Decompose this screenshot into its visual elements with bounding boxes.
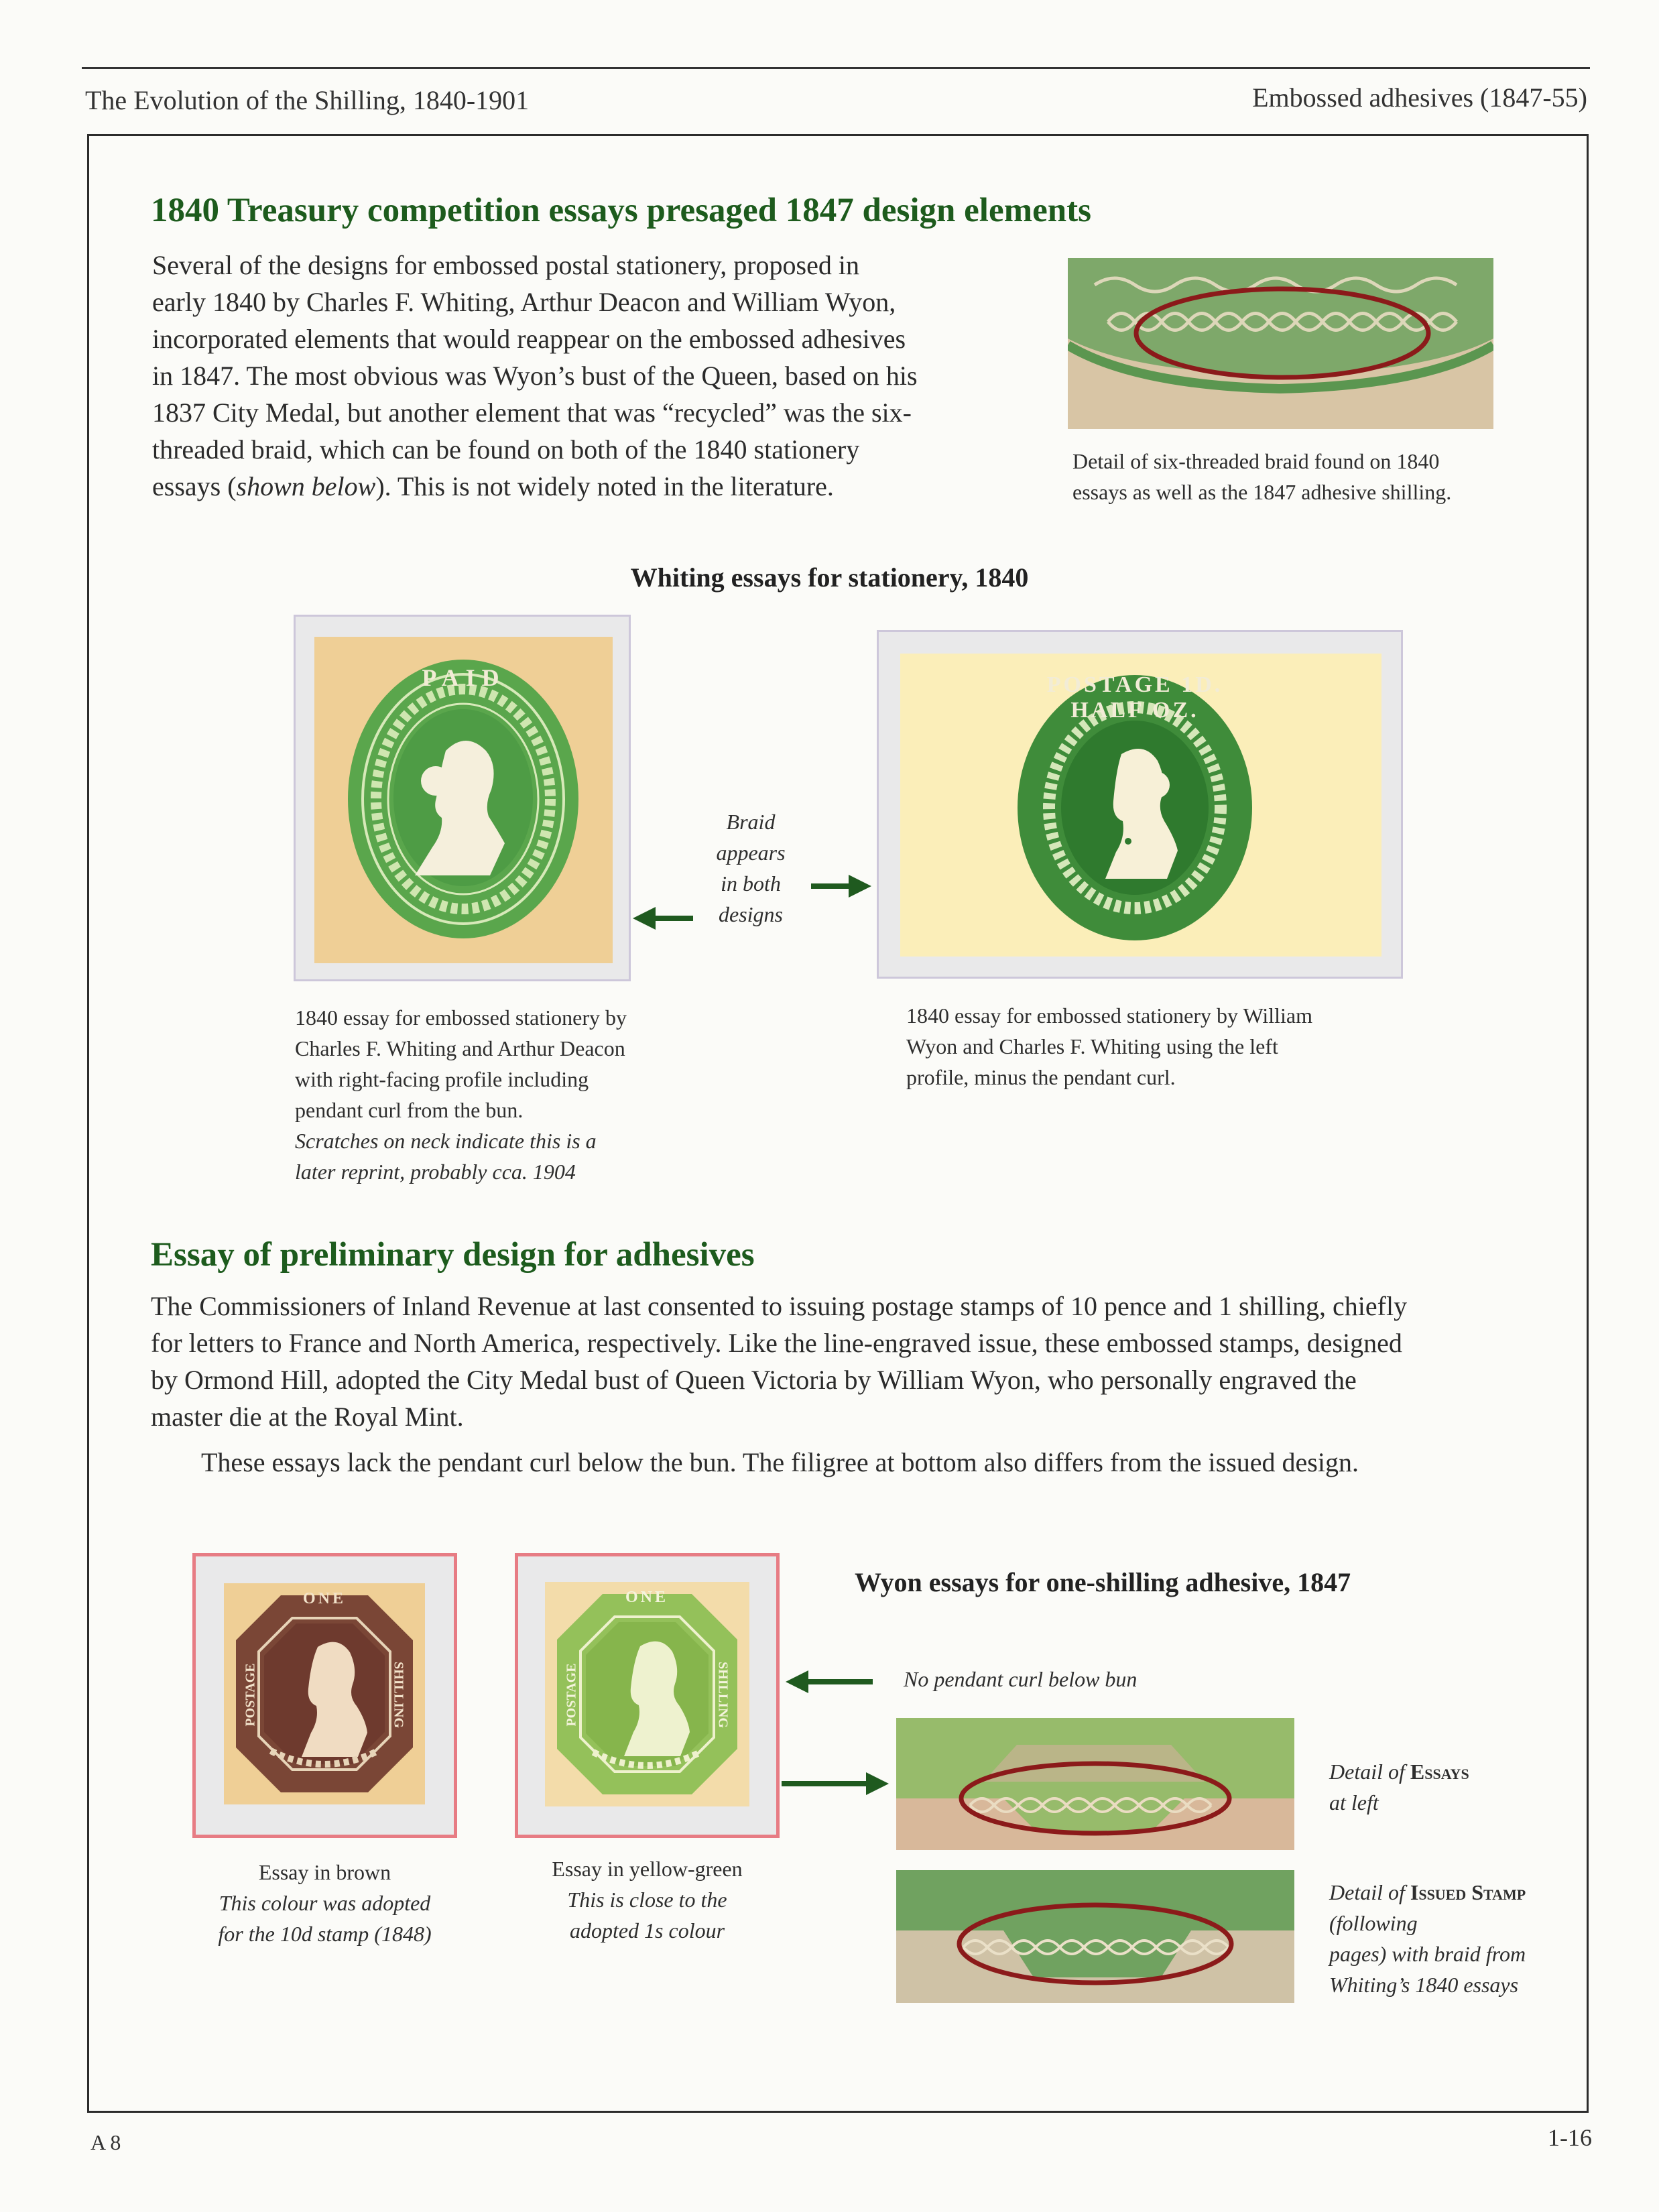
para-line: Several of the designs for embossed postal stationery, proposed in	[152, 250, 859, 280]
para-line: early 1840 by Charles F. Whiting, Arthur Deacon and William Wyon,	[152, 287, 896, 317]
arrow-left	[653, 916, 693, 921]
brown-shilling-text: SHILLING	[391, 1662, 406, 1728]
whiting-essay-left-paper	[314, 637, 613, 963]
braid-detail-caption: Detail of six-threaded braid found on 1840 essays as well as the 1847 adhesive shilling.	[1072, 449, 1452, 504]
para-line: essays (shown below). This is not widely noted in the literature.	[152, 471, 834, 501]
paid-text: PAID	[422, 664, 506, 691]
no-curl-arrow	[806, 1679, 873, 1684]
whiting-essay-left-mount	[294, 615, 631, 981]
green-essay-caption: Essay in yellow-green This is close to the adopted 1s colour	[552, 1857, 743, 1943]
green-one-text: ONE	[625, 1589, 668, 1606]
green-essay-paper	[545, 1582, 749, 1806]
whiting-right-caption: 1840 essay for embossed stationery by William Wyon and Charles F. Whiting using the left profile, minus the pendant curl.	[906, 1003, 1313, 1089]
header-rule	[82, 67, 1590, 69]
issued-detail-svg	[896, 1870, 1294, 2003]
no-curl-note: No pendant curl below bun	[904, 1667, 1138, 1691]
para-line: incorporated elements that would reappear on the embossed adhesives	[152, 324, 906, 354]
essay-detail-image	[896, 1718, 1294, 1850]
para-line: threaded braid, which can be found on both of the 1840 stationery	[152, 434, 860, 465]
arrow-right	[811, 883, 851, 889]
green-essay-mount	[515, 1553, 780, 1838]
page-number: 1-16	[1548, 2124, 1592, 2151]
section2-paragraph2: These essays lack the pendant curl below the bun. The filigree at bottom also differs from the issued design.	[201, 1447, 1359, 1477]
para-line: in 1847. The most obvious was Wyon’s bust of the Queen, based on his	[152, 361, 918, 391]
section1-heading: 1840 Treasury competition essays presaged 1847 design elements	[151, 192, 1091, 229]
braid-detail-image	[1068, 258, 1493, 429]
whiting-title: Whiting essays for stationery, 1840	[630, 562, 1029, 593]
braid-note: Braid appears in both designs	[716, 810, 786, 926]
whiting-left-caption: 1840 essay for embossed stationery by Charles F. Whiting and Arthur Deacon with right-facing profile including pendant curl from the bun. Scratches on neck indicate this is a later reprint, probably cca. 1904	[295, 1005, 627, 1184]
brown-essay-paper	[224, 1583, 425, 1804]
green-postage-text: POSTAGE	[564, 1663, 579, 1727]
detail-essays-caption: Detail of Essays at left	[1329, 1760, 1469, 1815]
postage-half-oz-text: POSTAGE 1D. HALF OZ.	[1046, 672, 1223, 723]
brown-one-text: ONE	[302, 1590, 346, 1607]
brown-essay-caption: Essay in brown This colour was adopted for the 10d stamp (1848)	[218, 1860, 432, 1946]
detail-arrow	[782, 1781, 869, 1786]
brown-postage-text: POSTAGE	[243, 1663, 258, 1727]
whiting-essay-right-paper	[900, 654, 1381, 957]
section1-paragraph	[152, 247, 1044, 505]
running-title: The Evolution of the Shilling, 1840-1901	[85, 85, 530, 115]
braid-detail-svg	[1068, 258, 1493, 429]
detail-issued-caption: Detail of Issued Stamp (following pages) with braid from Whiting’s 1840 essays	[1329, 1880, 1526, 1997]
section2-heading: Essay of preliminary design for adhesives	[151, 1236, 755, 1274]
whiting-essay-right-mount	[877, 630, 1403, 979]
section-title: Embossed adhesives (1847-55)	[1252, 82, 1587, 113]
wyon-title: Wyon essays for one-shilling adhesive, 1847	[855, 1567, 1351, 1597]
brown-essay-mount	[192, 1553, 457, 1838]
section2-paragraph: The Commissioners of Inland Revenue at last consented to issuing postage stamps of 10 pence and 1 shilling, chiefly for letters to France and North America, respectively. Like the line-engraved issue, these embossed stamps, designed by Ormond Hill, adopted the City Medal bust of Queen Victoria by William Wyon, who personally engraved the master die at the Royal Mint.	[151, 1291, 1408, 1432]
footer-left: A 8	[90, 2130, 121, 2154]
essay-detail-svg	[896, 1718, 1294, 1850]
issued-detail-image	[896, 1870, 1294, 2003]
green-shilling-text: SHILLING	[715, 1662, 731, 1728]
para-line: 1837 City Medal, but another element that was “recycled” was the six-	[152, 397, 912, 428]
